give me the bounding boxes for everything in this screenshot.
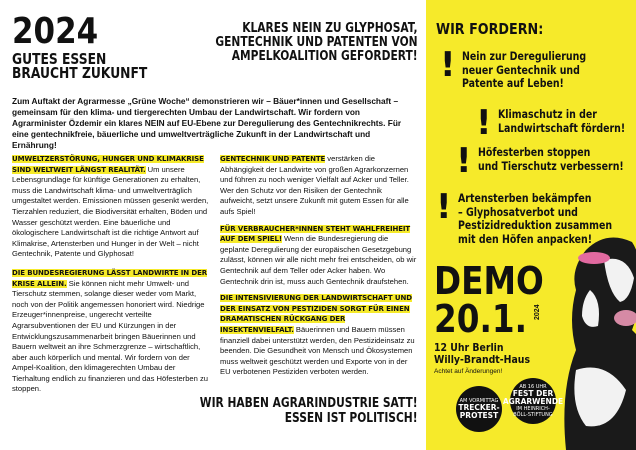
- badge-main-text: TRECKER-PROTEST: [458, 403, 500, 420]
- paragraph: [12, 154, 210, 260]
- demand-line: mit den Höfen anpacken!: [458, 231, 593, 246]
- subtitle-line: GUTES ESSEN: [12, 50, 107, 68]
- paragraph-text: verstärken die Abhängigkeit der Landwirte von großen Agrarkonzernen und führen zu noch weniger Vielfalt auf Acker und Teller. Wer den Schutz vor den Risiken der Gentechnik aufweicht, setzt unsere Zukunft mit gutem Essen für alle aufs Spiel!: [220, 154, 409, 216]
- badge-main-text: FEST DER AGRARWENDE: [502, 389, 564, 406]
- demand-line: – Glyphosatverbot und: [458, 204, 578, 219]
- exclamation-icon: !: [456, 141, 472, 181]
- demand-line: Nein zur Deregulierung: [462, 49, 587, 63]
- right-panel: [426, 0, 636, 450]
- highlight-heading: UMWELTZERSTÖRUNG, HUNGER UND KLIMAKRISE SIND WELTWEIT LÄNGST REALITÄT.: [12, 155, 204, 174]
- closing-slogan: [200, 396, 418, 426]
- badge-small-text: AM VORMITTAG: [459, 398, 499, 404]
- demo-year: 2024: [534, 304, 541, 320]
- location-line: Willy-Brandt-Haus: [434, 353, 531, 366]
- slogan-line: ESSEN IST POLITISCH!: [285, 411, 418, 426]
- badge-small-text: AB 16 UHR: [519, 384, 547, 390]
- highlight-heading: DIE INTENSIVIERUNG DER LANDWIRTSCHAFT UND DER EINSATZ VON PESTIZIDEN SORGT FÜR EINEN DRAMATISCHEN RÜCKGANG DER INSEKTENVIELFALT.: [220, 294, 412, 334]
- headline-line: KLARES NEIN ZU GLYPHOSAT,: [242, 21, 418, 36]
- text-column-left: [12, 154, 210, 395]
- demo-date: 20.1.: [434, 297, 528, 341]
- paragraph-text: Bäuerinnen und Bauern müssen finanziell dabei unterstützt werden, den Pestizideinsatz zu beenden. Die Gesundheit von Mensch und Ökosystemen muss weltweit geschützt werden und Exporte von in der EU verbotenen Pestiziden verboten werden.: [220, 324, 415, 377]
- tractor-protest-badge: [456, 386, 502, 432]
- intro-paragraph: Zum Auftakt der Agrarmesse „Grüne Woche“ demonstrieren wir – Bäuer*innen und Gesellschaft – gemeinsam für den klima- und tiergerechten Umbau der Landwirtschaft. Wir fordern von Agrarminister Özdemir ein klares NEIN auf EU-Ebene zur Deregulierung des Gentechnikrechts. Für eine gentechnikfreie, bäuerliche und umweltverträgliche Zukunft in der Landwirtschaft und Ernährung!: [12, 96, 402, 150]
- exclamation-icon: !: [436, 187, 452, 227]
- cow-illustration: [546, 230, 636, 450]
- demand-line: Patente auf Leben!: [462, 76, 564, 90]
- paragraph-text: Wenn die Bundesregierung die geplante Deregulierung der europäischen Gesetzgebung zulässt, können wir alle nicht mehr frei entscheiden, ob wir Gentechnik auf dem Teller oder Acker haben. Wo Gentechnik drin ist, muss auch Gentechnik draufstehen.: [220, 234, 417, 286]
- main-headline: [216, 22, 418, 64]
- year-title: 2024: [12, 11, 99, 52]
- demand-line: Landwirtschaft fördern!: [498, 120, 626, 135]
- subtitle-line: BRAUCHT ZUKUNFT: [12, 64, 148, 82]
- demand-line: Höfesterben stoppen: [478, 145, 591, 159]
- demand-line: Klimaschutz in der: [498, 107, 597, 121]
- paragraph-text: Um unsere Lebensgrundlage für künftige Generationen zu erhalten, muss die Landwirtschaft klima- und umweltverträglich umgestaltet werden. Emissionen müssen gesenkt werden, Tierzahlen reduziert, die Biodiversität erhalten, Böden und Wasser geschützt werden. Eine bäuerliche und ökologischere Landwirtschaft ist die richtige Antwort auf Klimakrise, Artensterben und Hunger in der Welt – nicht Gentechnik, Patente und Glyphosat!: [12, 164, 209, 259]
- paragraph: [12, 268, 210, 395]
- exclamation-icon: !: [440, 45, 456, 85]
- demands-title: WIR FORDERN:: [436, 20, 544, 38]
- paragraph-text: Sie können nicht mehr Umwelt- und Tierschutz stemmen, solange dieser weder vom Markt, noch von der Politik angemessen honoriert wird. Niedrige Erzeuger*innenpreise, ungerecht verteilte Agrarsubventionen der EU und Kürzungen in der Entwicklungszusammenarbeit bringen Bäuerinnen und Bauern weltweit an ihre Schmerzgrenze – wirtschaftlich, aber auch körperlich und mental. Wir fordern von der Ampel-Koalition, den klimagerechten Umbau der Tierhaltung endlich zu finanzieren und das Höfesterben zu stoppen.: [12, 278, 209, 394]
- slogan-line: WIR HABEN AGRARINDUSTRIE SATT!: [200, 396, 418, 411]
- location-line: 12 Uhr Berlin: [434, 341, 504, 354]
- headline-line: AMPELKOALITION GEFORDERT!: [232, 49, 418, 64]
- demand-line: neuer Gentechnik und: [462, 62, 580, 77]
- headline-line: GENTECHNIK UND PATENTEN VON: [215, 35, 418, 50]
- paragraph: [220, 154, 418, 218]
- demand-line: und Tierschutz verbessern!: [478, 158, 624, 173]
- badge-small-text: IM HEINRICH-BÖLL-STIFTUNG: [513, 406, 553, 418]
- demand-line: Artensterben bekämpfen: [458, 191, 592, 205]
- highlight-heading: DIE BUNDESREGIERUNG LÄSST LANDWIRTE IN DER KRISE ALLEIN.: [12, 268, 208, 288]
- subtitle: [12, 52, 147, 80]
- demand-line: Pestizidreduktion zusammen: [458, 218, 613, 232]
- highlight-heading: GENTECHNIK UND PATENTE: [220, 155, 326, 163]
- demo-location: [434, 342, 530, 366]
- festival-badge: [502, 378, 564, 424]
- text-column-right: [220, 154, 418, 378]
- paragraph: [220, 293, 418, 378]
- change-note: Achtet auf Änderungen!: [434, 368, 503, 375]
- demo-title: DEMO: [434, 259, 544, 303]
- exclamation-icon: !: [476, 103, 492, 143]
- paragraph: [220, 224, 418, 288]
- highlight-heading: FÜR VERBRAUCHER*INNEN STEHT WAHLFREIHEIT AUF DEM SPIEL!: [220, 224, 411, 244]
